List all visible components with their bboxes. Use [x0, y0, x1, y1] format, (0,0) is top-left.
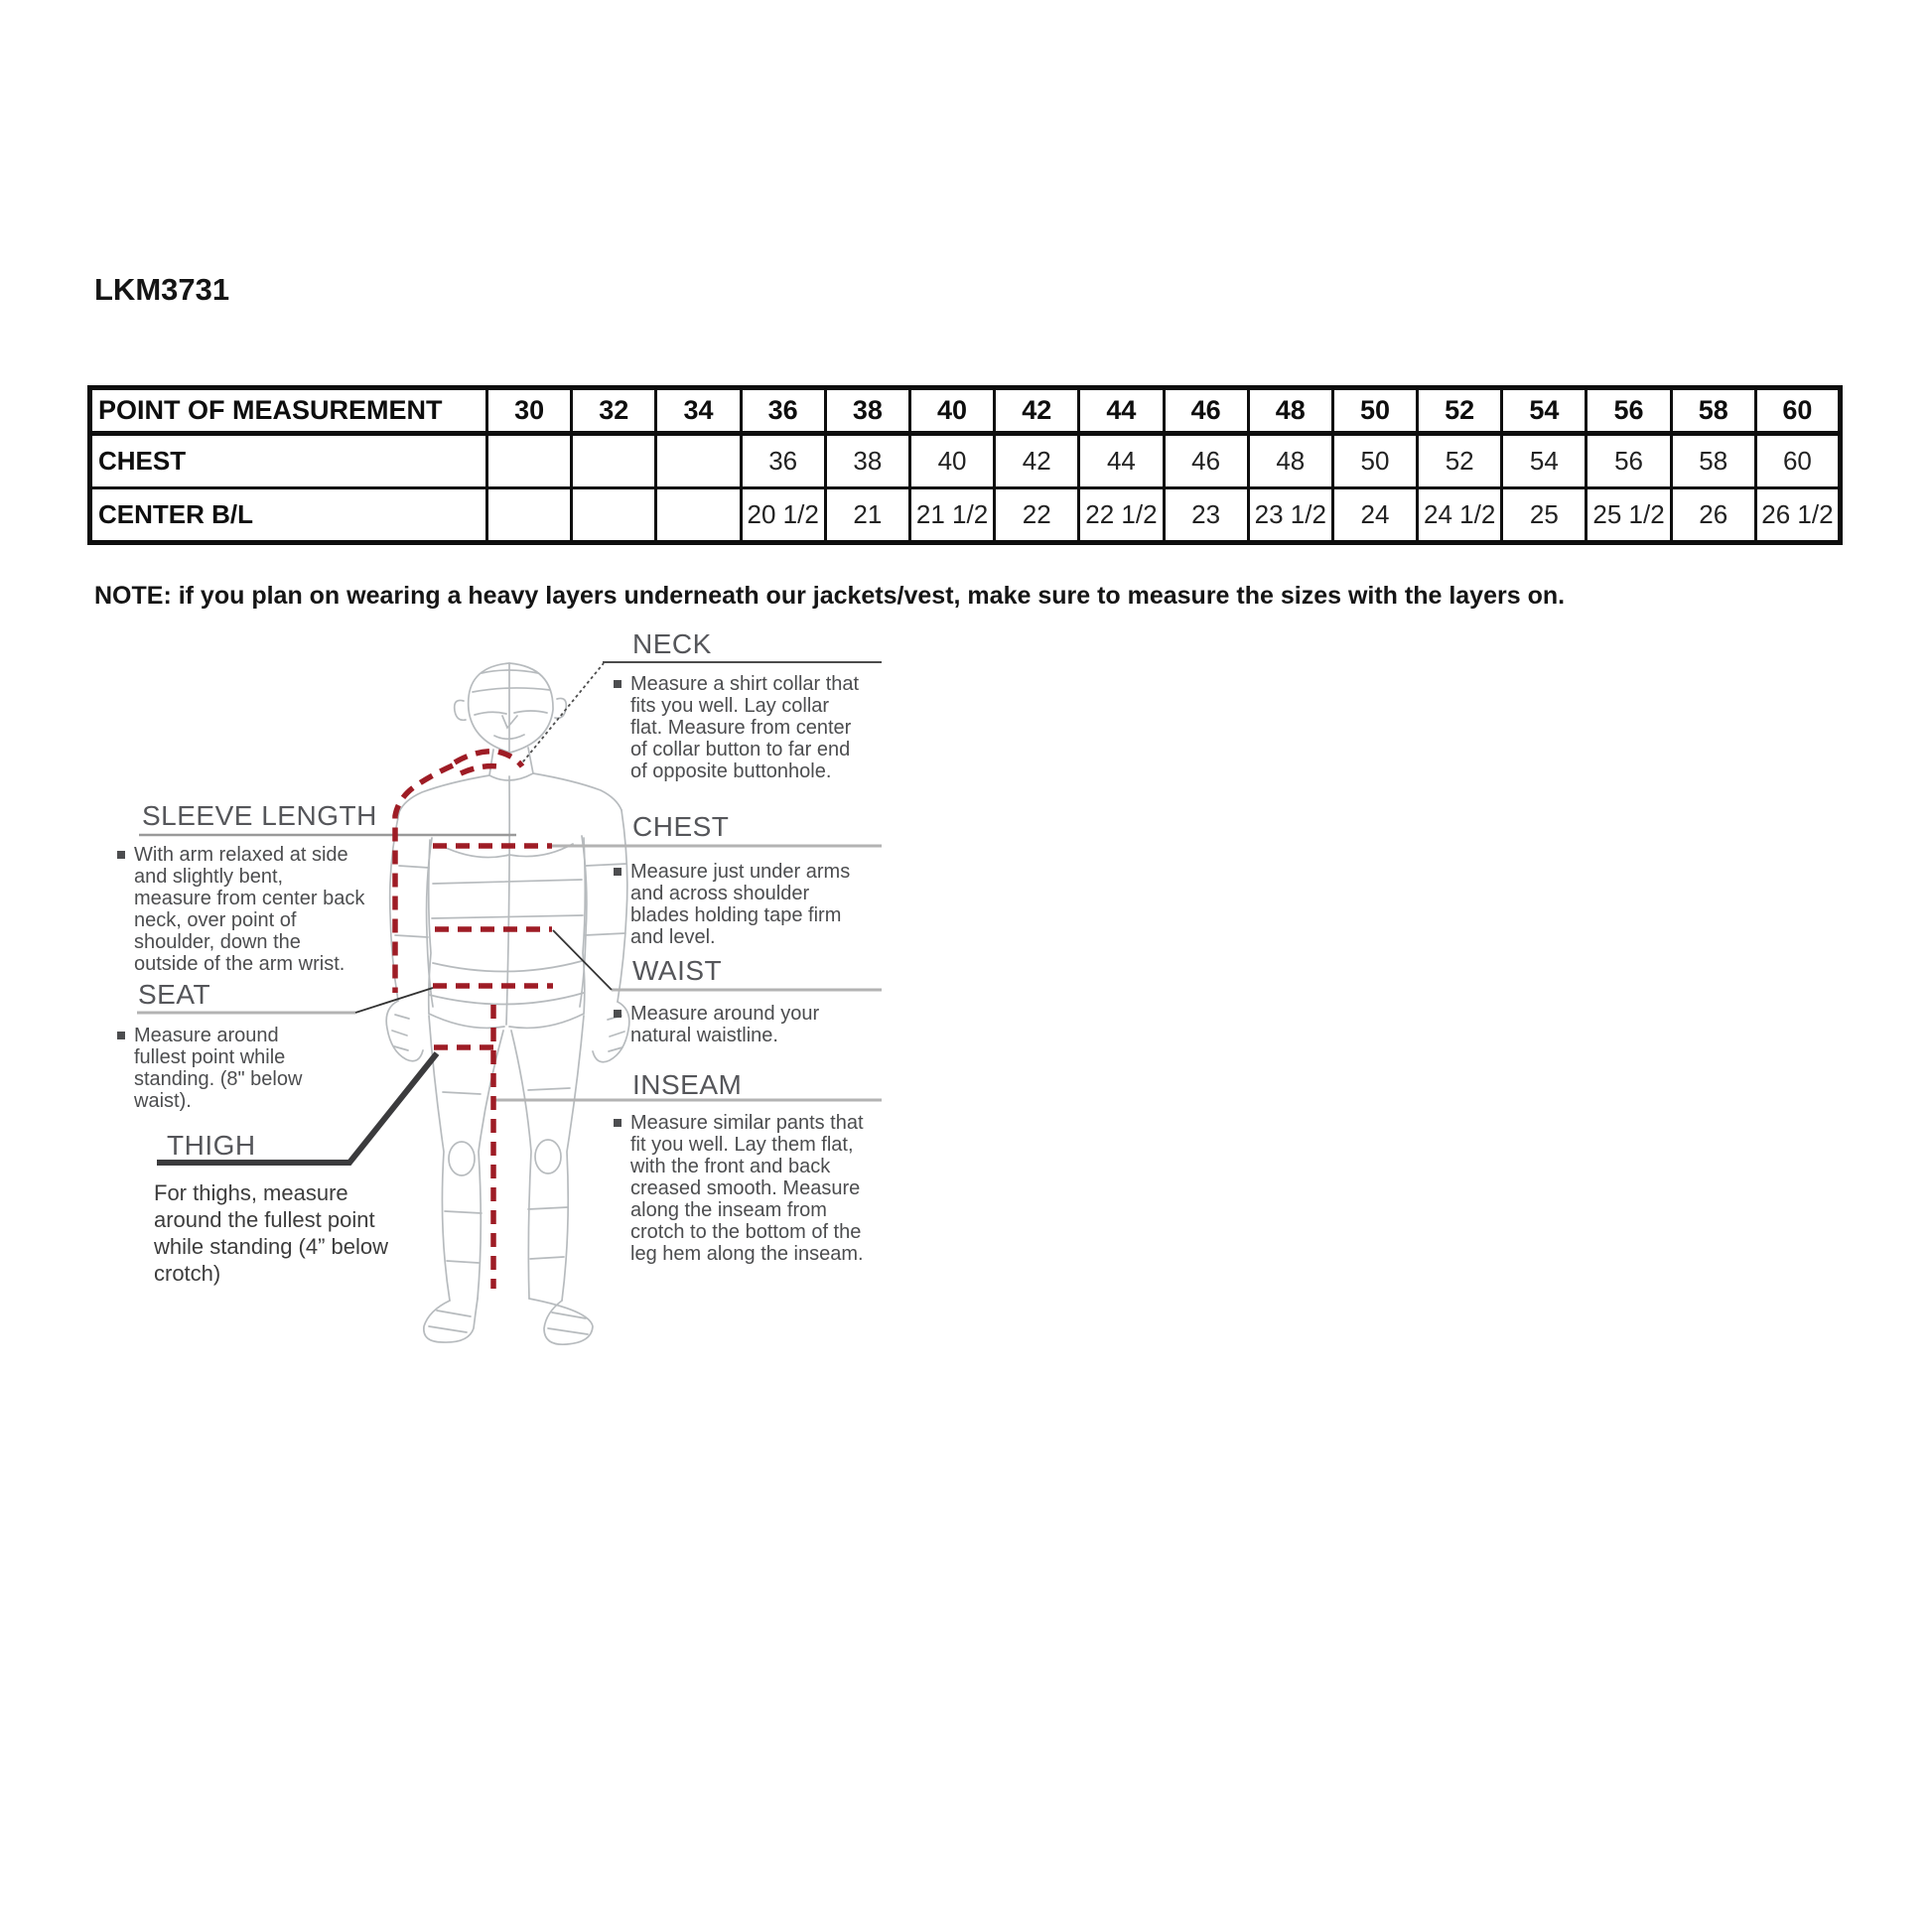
neck-label: NECK [632, 628, 712, 659]
table-cell: 36 [741, 434, 825, 488]
table-row-label: CHEST [90, 434, 487, 488]
table-cell: 24 1/2 [1418, 488, 1502, 543]
table-cell: 42 [995, 434, 1079, 488]
table-cell: 21 1/2 [909, 488, 994, 543]
bullet-icon [614, 868, 621, 876]
table-header-size: 60 [1755, 388, 1840, 434]
chest-label: CHEST [632, 811, 730, 842]
neck-measure-line-lower [461, 766, 498, 773]
size-table [87, 385, 1843, 545]
table-header-size: 58 [1671, 388, 1755, 434]
table-cell: 20 1/2 [741, 488, 825, 543]
table-header-size: 34 [656, 388, 741, 434]
table-header-size: 32 [572, 388, 656, 434]
table-cell: 22 [995, 488, 1079, 543]
table-header-measurement: POINT OF MEASUREMENT [90, 388, 487, 434]
table-cell [572, 488, 656, 543]
layering-note: NOTE: if you plan on wearing a heavy layers underneath our jackets/vest, make sure to measure the sizes with the layers on. [94, 582, 1566, 610]
sleeve-length-label: SLEEVE LENGTH [142, 800, 377, 831]
table-cell [656, 488, 741, 543]
bullet-icon [614, 1010, 621, 1018]
table-cell: 26 1/2 [1755, 488, 1840, 543]
table-cell: 23 [1164, 488, 1248, 543]
table-header-size: 30 [487, 388, 572, 434]
thigh-description: For thighs, measure around the fullest point while standing (4” below crotch) [154, 1180, 389, 1286]
table-cell: 40 [909, 434, 994, 488]
table-header-size: 44 [1079, 388, 1164, 434]
sleeve-measure-line [395, 765, 453, 993]
table-cell: 60 [1755, 434, 1840, 488]
table-header-size: 50 [1332, 388, 1417, 434]
table-cell: 21 [825, 488, 909, 543]
table-row [90, 488, 1841, 543]
table-header-size: 52 [1418, 388, 1502, 434]
sleeve-length-description: With arm relaxed at side and slightly bent, measure from center back neck, over point of shoulder, down the outside of the arm wrist. [117, 844, 365, 975]
bullet-icon [117, 1032, 125, 1039]
table-cell: 22 1/2 [1079, 488, 1164, 543]
measurement-diagram [79, 616, 943, 1410]
product-code-title: LKM3731 [94, 272, 230, 307]
table-cell: 50 [1332, 434, 1417, 488]
seat-label: SEAT [138, 979, 211, 1010]
inseam-description: Measure similar pants that fit you well. Lay them flat, with the front and back creased smooth. Measure along the inseam from crotch to the bottom of the leg hem along the inseam. [614, 1112, 867, 1265]
bullet-icon [614, 1119, 621, 1127]
neck-description: Measure a shirt collar that fits you well. Lay collar flat. Measure from center of collar button to far end of opposite buttonhole. [614, 673, 862, 782]
table-cell: 26 [1671, 488, 1755, 543]
neck-leader-line [519, 663, 604, 766]
chest-description: Measure just under arms and across shoulder blades holding tape firm and level. [614, 861, 867, 948]
table-cell: 58 [1671, 434, 1755, 488]
table-cell [487, 434, 572, 488]
size-table-body [90, 434, 1841, 543]
table-cell: 56 [1587, 434, 1671, 488]
seat-description: Measure around fullest point while standing. (8" below waist). [117, 1025, 326, 1112]
table-header-size: 38 [825, 388, 909, 434]
table-header-size: 42 [995, 388, 1079, 434]
table-cell: 23 1/2 [1248, 488, 1332, 543]
size-table-header [90, 388, 1841, 434]
inseam-label: INSEAM [632, 1069, 743, 1100]
table-header-row [90, 388, 1841, 434]
table-row-label: CENTER B/L [90, 488, 487, 543]
thigh-label: THIGH [167, 1130, 256, 1161]
table-cell [572, 434, 656, 488]
waist-description: Measure around your natural waistline. [614, 1003, 832, 1046]
table-cell [487, 488, 572, 543]
table-cell: 38 [825, 434, 909, 488]
table-cell: 54 [1502, 434, 1587, 488]
table-row [90, 434, 1841, 488]
waist-label: WAIST [632, 955, 723, 986]
table-cell [656, 434, 741, 488]
table-header-size: 54 [1502, 388, 1587, 434]
bullet-icon [614, 680, 621, 688]
table-cell: 25 1/2 [1587, 488, 1671, 543]
bullet-icon [117, 851, 125, 859]
table-cell: 46 [1164, 434, 1248, 488]
table-header-size: 46 [1164, 388, 1248, 434]
table-header-size: 48 [1248, 388, 1332, 434]
table-cell: 44 [1079, 434, 1164, 488]
table-header-size: 40 [909, 388, 994, 434]
body-figure-icon [386, 663, 629, 1344]
table-cell: 25 [1502, 488, 1587, 543]
table-cell: 48 [1248, 434, 1332, 488]
table-cell: 52 [1418, 434, 1502, 488]
table-header-size: 36 [741, 388, 825, 434]
table-cell: 24 [1332, 488, 1417, 543]
table-header-size: 56 [1587, 388, 1671, 434]
